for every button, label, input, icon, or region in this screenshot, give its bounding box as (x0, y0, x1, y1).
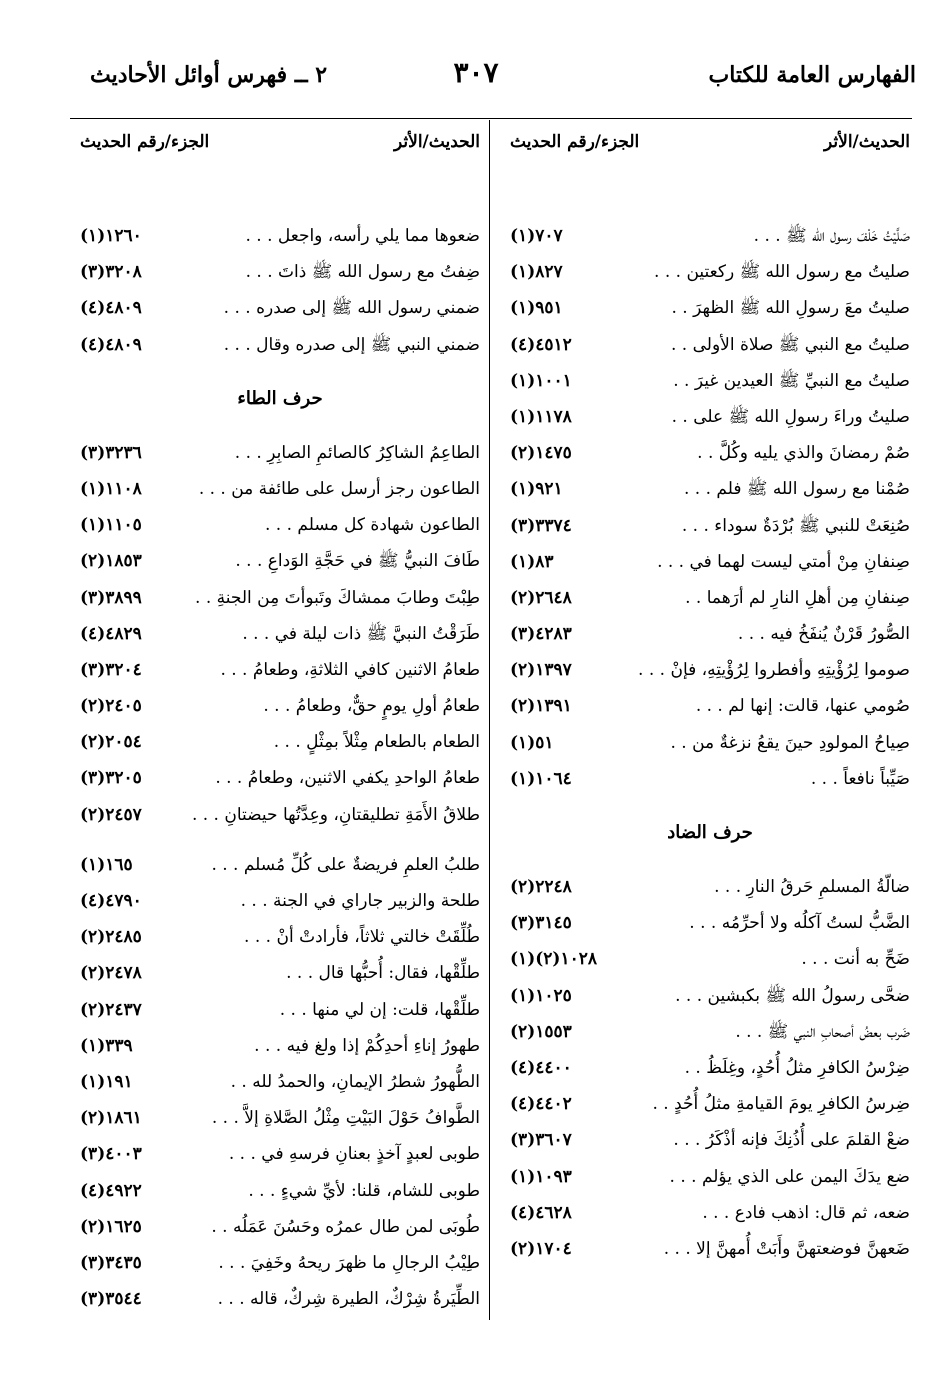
hadith-reference: (٤)٤٨٢٩ (80, 623, 142, 644)
hadith-text: طلحة والزبير جاراي في الجنة . . . (240, 891, 480, 911)
hadith-reference: (٢)١٧٠٤ (510, 1238, 572, 1259)
hadith-text: طلِّقْها، فقال: أُحبُّها قال . . . (286, 963, 480, 984)
hadith-text: طَافَ النبيُّ ﷺ في حَجَّةِ الوَداعِ . . . (235, 551, 480, 572)
hadith-text: ضمني رسول الله ﷺ إلى صدره . . . (223, 298, 480, 319)
index-entry (80, 1064, 480, 1100)
hadith-reference: (٣)٤٠٠٣ (80, 1144, 142, 1165)
hadith-text: طِبْتَ وطابَ ممشاكَ وتَبوأتَ مِن الجنةِ . . (195, 587, 480, 608)
hadith-text: طُلِّقَتْ خالتي ثلاثاً، فأرادتْ أنْ . . . (244, 927, 480, 948)
hadith-reference: (٣)٤٢٨٣ (510, 624, 572, 645)
index-entry (80, 471, 480, 507)
index-entry (80, 290, 480, 326)
index-entry (80, 1173, 480, 1209)
hadith-text: ضِرْسُ الكافرِ مثلُ أُحُدٍ، وغِلَظُ . . (684, 1057, 910, 1078)
hadith-reference: (٤)٤٤٠٢ (510, 1094, 572, 1115)
hadith-text: الصُّورُ قَرْنٌ يُنفَخُ فيه . . . (737, 624, 910, 645)
index-entry (80, 507, 480, 543)
index-entry (80, 543, 480, 579)
index-entry (510, 218, 910, 254)
index-entry (510, 508, 910, 544)
hadith-reference: (٢)٢٦٤٨ (510, 587, 572, 608)
hadith-reference: (٣)٣٦٠٧ (510, 1130, 572, 1151)
index-entry (80, 847, 480, 883)
hadith-text: صليتُ مع النبيِّ ﷺ العيدين غيرَ . . (673, 370, 910, 391)
hadith-text: طعامُ أولِ يومٍ حقٌّ، وطعامُ . . . (263, 696, 480, 717)
hadith-reference: (٣)٣٢٠٨ (80, 262, 142, 283)
index-entry (510, 761, 910, 797)
hadith-reference: (٣)٣٣٧٤ (510, 515, 572, 536)
left-column (80, 130, 480, 1317)
index-entry (80, 724, 480, 760)
hadith-text: الطَّوافُ حَوْلَ البَيْتِ مِثْلُ الصَّلاةِ إلاَّ . . . (211, 1108, 480, 1129)
hadith-reference: (٢)٢٠٥٤ (80, 732, 142, 753)
index-entry (80, 580, 480, 616)
hadith-text: طهورُ إناءِ أحدِكُمْ إذا ولغ فيه . . . (254, 1035, 480, 1056)
hadith-text: ضعوها مما يلي رأسه، واجعل . . . (245, 226, 480, 246)
index-entry (510, 869, 910, 905)
column-divider (489, 120, 490, 1320)
hadith-reference: (٣)٣١٤٥ (510, 913, 572, 934)
hadith-reference: (٤)٤٧٩٠ (80, 891, 142, 911)
index-entry (510, 580, 910, 616)
hadith-text: صِنفانِ مِنْ أمتي ليست لهما في . . . (657, 551, 910, 572)
index-entry (510, 544, 910, 580)
index-entry (510, 941, 910, 977)
hadith-reference: (٤)٤٦٢٨ (510, 1202, 572, 1223)
hadith-reference: (٢)٢٤٧٨ (80, 963, 142, 984)
hadith-text: ضحَّى رسولُ الله ﷺ بكبشين . . . (675, 985, 910, 1006)
hadith-reference: (٢)١٦٢٥ (80, 1216, 142, 1237)
index-entry (510, 327, 910, 363)
hadith-text: ضَحِّ به أنت . . . (801, 949, 910, 970)
hadith-text: الطُّهورُ شطرُ الإيمانِ، والحمدُ لله . . (230, 1071, 480, 1092)
hadith-text: طوبى للشام، قلنا: لأيِّ شيءٍ . . . (248, 1180, 480, 1201)
hadith-reference: (١)١٠٠١ (510, 370, 572, 391)
hadith-reference: (١)٨٢٧ (510, 262, 563, 283)
hadith-reference: (٢)١٨٥٣ (80, 551, 142, 572)
index-entry (80, 760, 480, 796)
entry-list (510, 218, 910, 797)
hadith-reference: (١)٧٠٧ (510, 226, 563, 246)
index-entry (510, 399, 910, 435)
page-number: ٣٠٧ (453, 56, 499, 89)
hadith-text: صليتُ وراءَ رسولِ الله ﷺ على . . (671, 406, 910, 427)
index-entry (510, 290, 910, 326)
hadith-reference: (٣)٣٨٩٩ (80, 587, 142, 608)
hadith-text: ضعْ القلمَ على أُذُنِكَ فإنه أذْكَرُ . . . (673, 1130, 910, 1151)
column-header (80, 130, 480, 166)
hadith-reference: (٢)١٥٥٣ (510, 1021, 572, 1042)
running-header-title: الفهارس العامة للكتاب (708, 62, 916, 88)
hadith-reference: (١)١٢٦٠ (80, 226, 142, 246)
hadith-reference: (١)١٠٩٣ (510, 1166, 572, 1187)
index-entry (510, 1050, 910, 1086)
index-entry (80, 883, 480, 919)
column-header (510, 130, 910, 166)
hadith-reference: (١)١٩١ (80, 1071, 133, 1092)
hadith-reference: (٢)٢٤٥٧ (80, 804, 142, 825)
right-column (510, 130, 910, 1267)
hadith-text: صليتُ مع النبي ﷺ صلاة الأولى . . (670, 334, 910, 355)
hadith-text: الطعام بالطعام مِثْلاً بمِثْلٍ . . . (273, 732, 480, 753)
index-entry (80, 327, 480, 363)
hadith-text: صَلَّيْتُ خَلْفَ رسول الله ﷺ . . . (753, 226, 910, 246)
hadith-reference: (٣)٣٤٣٥ (80, 1252, 142, 1273)
hadith-reference: (٤)٤٨٠٩ (80, 334, 142, 355)
hadith-reference: (١)٨٣ (510, 551, 554, 572)
hadith-text: صَيِّباً نافعاً . . . (810, 768, 910, 789)
hadith-text: ضع يدَكَ اليمن على الذي يؤلم . . . (669, 1166, 910, 1187)
hadith-text: طلِّقْها، قلت: إن لي منها . . . (279, 999, 480, 1020)
index-entry (510, 1086, 910, 1122)
index-entry (80, 1100, 480, 1136)
index-entry (510, 435, 910, 471)
index-entry (510, 652, 910, 688)
hadith-reference: (٤)٤٨٠٩ (80, 298, 142, 319)
hadith-reference: (١)٩٥١ (510, 298, 563, 319)
column-header-reference: الجزء/رقم الحديث (510, 132, 640, 152)
hadith-reference: (١)١٠٦٤ (510, 768, 572, 789)
hadith-text: طعامُ الواحدِ يكفي الاثنين، وطعامُ . . . (215, 768, 480, 789)
hadith-text: صوموا لِرُؤْيتِهِ وأفطروا لِرُؤْيتِهِ، فإنْ . . . (638, 660, 910, 681)
hadith-reference: (١)١٠٢٨(٢) (510, 949, 597, 970)
hadith-reference: (٢)١٤٧٥ (510, 443, 572, 464)
hadith-text: طُوبَى لمن طال عمرُه وحَسُنَ عَمَلُه . . (211, 1216, 480, 1237)
hadith-reference: (٤)٤٩٢٢ (80, 1180, 142, 1201)
hadith-reference: (٤)٤٥١٢ (510, 334, 572, 355)
index-entry (80, 1028, 480, 1064)
hadith-text: ضَعهنَّ فوضعتهنَّ وأَبَتْ أُمهنَّ إلا . . . (663, 1238, 910, 1259)
entry-list (80, 218, 480, 363)
hadith-reference: (٢)١٣٩٧ (510, 660, 572, 681)
hadith-text: طلاقُ الأَمَةِ تطليقتانِ، وعِدَّتُها حيضتانِ . . . (191, 804, 480, 825)
index-entry (510, 363, 910, 399)
hadith-text: الطاعون شهادة كل مسلم . . . (265, 515, 480, 536)
index-entry (80, 919, 480, 955)
index-entry (80, 1281, 480, 1317)
index-entry (80, 688, 480, 724)
hadith-text: ضَرب بعضُ أصحابِ النبي ﷺ . . . (735, 1021, 910, 1042)
column-header-hadith: الحديث/الأثر (394, 132, 480, 152)
hadith-text: ضالّةُ المسلمِ حَرقُ النارِ . . . (714, 877, 910, 897)
hadith-reference: (١)١٠٢٥ (510, 985, 572, 1006)
hadith-reference: (١)١١٠٨ (80, 478, 142, 499)
hadith-reference: (٢)٢٤٠٥ (80, 696, 142, 717)
index-entry (80, 1136, 480, 1172)
index-entry (510, 905, 910, 941)
hadith-reference: (١)٥١ (510, 732, 554, 753)
column-header-hadith: الحديث/الأثر (824, 132, 910, 152)
hadith-text: صُمْنا مع رسول الله ﷺ فلم . . . (683, 479, 910, 500)
hadith-reference: (٢)١٣٩١ (510, 696, 572, 717)
index-entry (80, 616, 480, 652)
hadith-text: طِيْبُ الرجالِ ما ظهرَ ريحهُ وخَفِيَ . . . (218, 1252, 480, 1273)
column-header-reference: الجزء/رقم الحديث (80, 132, 210, 152)
hadith-text: الطِّيَرةُ شِرْكٌ، الطيرة شِركٌ، قاله . . . (217, 1289, 480, 1310)
index-entry (80, 797, 480, 833)
index-entry (80, 652, 480, 688)
index-entry (80, 218, 480, 254)
index-entry (510, 1122, 910, 1158)
index-entry (80, 992, 480, 1028)
hadith-text: طَرَقْتُ النبيَّ ﷺ ذات ليلة في . . . (242, 623, 480, 644)
index-entry (510, 978, 910, 1014)
index-entry (510, 1159, 910, 1195)
index-entry (80, 254, 480, 290)
hadith-reference: (٣)٣٢٠٤ (80, 659, 142, 680)
hadith-text: صِياحُ المولودِ حينَ يقعُ نزغةٌ من . . (670, 732, 910, 753)
index-entry (510, 254, 910, 290)
index-entry (510, 471, 910, 507)
running-header-section: ٢ ــ فهرس أوائل الأحاديث (90, 62, 328, 88)
hadith-reference: (٣)٣٢٣٦ (80, 442, 142, 463)
hadith-text: الطاعون رجز أرسل على طائفة من . . . (198, 478, 480, 499)
hadith-reference: (١)١١٠٥ (80, 515, 142, 536)
index-entry (510, 688, 910, 724)
entry-list (510, 869, 910, 1267)
hadith-reference: (١)١١٧٨ (510, 406, 572, 427)
section-title-dad: حرف الضاد (667, 822, 753, 843)
hadith-reference: (١)٣٣٩ (80, 1035, 133, 1056)
hadith-text: ضِرسُ الكافرِ يومَ القيامةِ مثلُ أُحُدٍ . . (652, 1094, 910, 1115)
hadith-text: صِنفانِ مِن أهلِ النارِ لم أرَهما . . (685, 587, 910, 608)
hadith-reference: (٣)٣٥٤٤ (80, 1289, 142, 1310)
index-entry (80, 1209, 480, 1245)
index-entry (510, 616, 910, 652)
hadith-text: صليتُ معَ رسولِ الله ﷺ الظهرَ . . (671, 298, 910, 319)
index-entry (80, 1245, 480, 1281)
hadith-text: ضِفتُ مع رسول الله ﷺ ذاتَ . . . (245, 262, 480, 283)
hadith-reference: (٢)٢٤٣٧ (80, 999, 142, 1020)
entry-list (80, 435, 480, 1318)
hadith-text: الطاعِمُ الشاكِرُ كالصائمِ الصابِرِ . . . (234, 442, 480, 463)
hadith-text: ضعه، ثم قال: اذهب فادع . . . (702, 1202, 910, 1223)
hadith-text: صليتُ مع رسول الله ﷺ ركعتين . . . (654, 262, 910, 283)
hadith-reference: (٢)٢٤٨٥ (80, 927, 142, 948)
hadith-reference: (٢)١٨٦١ (80, 1108, 142, 1129)
hadith-text: الضَّبُّ لستُ آكلُه ولا أحرِّمُه . . . (689, 913, 910, 934)
hadith-text: صُومي عنها، قالت: إنها لم . . . (695, 696, 910, 717)
section-title-ta: حرف الطاء (237, 387, 323, 409)
index-entry (510, 1014, 910, 1050)
hadith-text: طعامُ الاثنين كافي الثلاثةِ، وطعامُ . . . (220, 659, 480, 680)
hadith-reference: (٤)٤٤٠٠ (510, 1057, 572, 1078)
hadith-reference: (٣)٣٢٠٥ (80, 768, 142, 789)
hadith-reference: (٢)٢٢٤٨ (510, 877, 572, 897)
index-entry (510, 1195, 910, 1231)
index-entry (510, 725, 910, 761)
hadith-text: طوبى لعبدٍ آخذٍ بعنانِ فرسهِ في . . . (228, 1144, 480, 1165)
hadith-text: ضمني النبي ﷺ إلى صدره وقال . . . (223, 334, 480, 355)
hadith-text: صُنِعَتْ للنبي ﷺ بُرْدَةٌ سوداء . . . (681, 515, 910, 536)
header-rule (70, 118, 912, 119)
hadith-text: صُمْ رمضانَ والذي يليه وكُلَّ . . (697, 443, 910, 464)
hadith-reference: (١)١٦٥ (80, 854, 133, 875)
index-entry (510, 1231, 910, 1267)
index-entry (80, 955, 480, 991)
hadith-reference: (١)٩٢١ (510, 479, 563, 500)
hadith-text: طلبُ العلمِ فريضةٌ على كُلِّ مُسلم . . . (211, 854, 480, 875)
index-entry (80, 435, 480, 471)
